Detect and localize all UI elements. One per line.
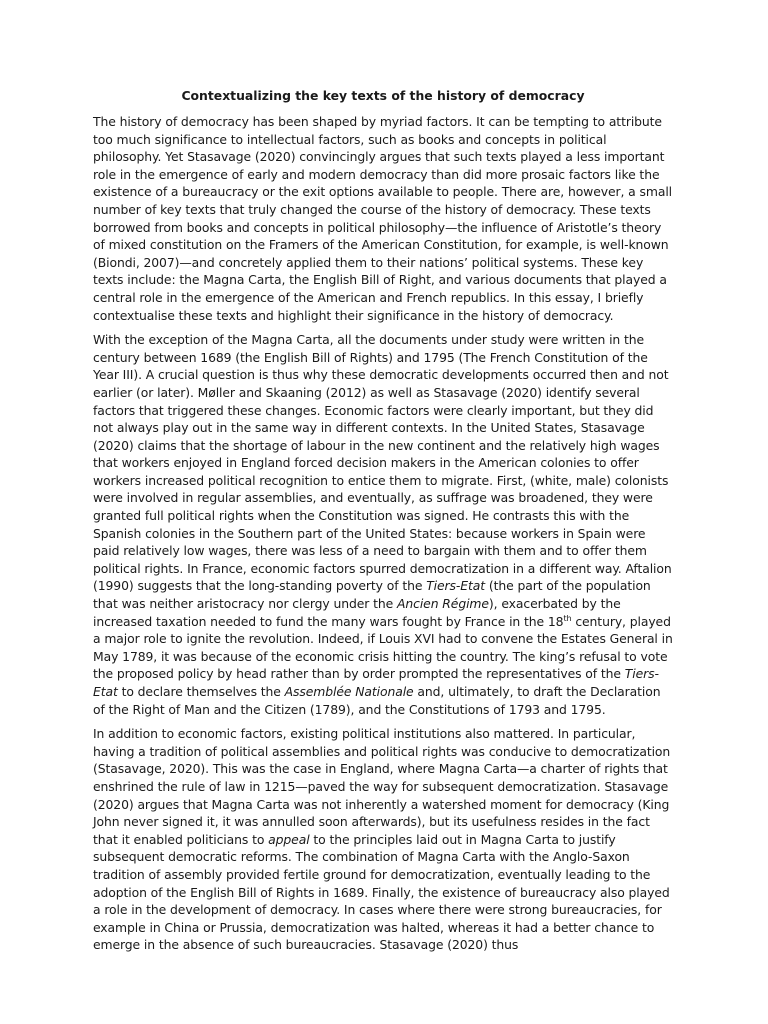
paragraph-3 — [93, 725, 675, 954]
paragraph-text: In addition to economic factors, existing political institutions also mattered. In particular, having a tradition of political assemblies and political rights was conducive to democratization (Stasavage, 2020). This was the case in England, where Magna Carta—a charter of rights that enshrined the rule of law in 1215—paved the way for subsequent democratization. Stasavage (2020) argues that Magna Carta was not inherently a watershed moment for democracy (King John never signed it, it was annulled soon afterwards), but its usefulness resides in the fact that it enabled politicians to — [93, 726, 671, 847]
document-body — [93, 113, 675, 961]
paragraph-text: (the part of the population that was neither aristocracy nor clergy under the — [93, 578, 651, 612]
italic-text: Assemblée Nationale — [284, 684, 414, 699]
paragraph-text: The history of democracy has been shaped by myriad factors. It can be tempting to attribute too much significance to intellectual factors, such as books and concepts in political philosophy. Yet Stasavage (2020) convincingly argues that such texts played a less important role in the emergence of early and modern democracy than did more prosaic factors like the existence of a bureaucracy or the exit options available to people. There are, however, a small number of key texts that truly changed the course of the history of democracy. These texts borrowed from books and concepts in political philosophy—the influence of Aristotle’s theory of mixed constitution on the Framers of the American Constitution, for example, is well-known (Biondi, 2007)—and concretely applied them to their nations’ political systems. These key texts include: the Magna Carta, the English Bill of Right, and various documents that played a central role in the emergence of the American and French republics. In this essay, I briefly contextualise these texts and highlight their significance in the history of democracy. — [93, 114, 673, 323]
paragraph-text: to declare themselves the — [117, 684, 285, 699]
paragraph-text: ), exacerbated by the increased taxation needed to fund the many wars fought by France in the 18 — [93, 596, 621, 629]
paragraph-text: With the exception of the Magna Carta, all the documents under study were written in the century between 1689 (the English Bill of Rights) and 1795 (The French Constitution of the Year III). A crucial question is thus why these democratic developments occurred then and not earlier (or later). Møller and Skaaning (2012) as well as Stasavage (2020) identify several factors that triggered these changes. Economic factors were clearly important, but they did not always play out in the same way in different contexts. In the United States, Stasavage (2020) claims that the shortage of labour in the new continent and the relatively high wages that workers enjoyed in England forced decision makers in the American colonies to offer workers increased political recognition to entice them to migrate. First, (white, male) colonists were involved in regular assemblies, and eventually, as suffrage was broadened, they were granted full political rights when the Constitution was signed. He contrasts this with the Spanish colonies in the Southern part of the United States: because workers in Spain were paid relatively low wages, there was less of a need to bargain with them and to offer them political rights. In France, economic factors spurred democratization in a different way. Aftalion (1990) suggests that the long-standing poverty of the — [93, 332, 672, 594]
paragraph-1 — [93, 113, 675, 324]
superscript-text: th — [563, 613, 572, 623]
paragraph-2 — [93, 331, 675, 718]
document-title: Contextualizing the key texts of the history of democracy — [181, 88, 585, 103]
italic-text: Tiers-Etat — [426, 578, 485, 594]
paragraph-text: to the principles laid out in Magna Carta to justify subsequent democratic reforms. The combination of Magna Carta with the Anglo-Saxon tradition of assembly provided fertile ground for democratization, eventually leading to the adoption of the English Bill of Rights in 1689. Finally, the existence of bureaucracy also played a role in the development of democracy. In cases where there were strong bureaucracies, for example in China or Prussia, democratization was halted, whereas it had a better chance to emerge in the absence of such bureaucracies. Stasavage (2020) thus — [93, 831, 670, 953]
italic-text: Tiers-Etat — [93, 666, 659, 699]
italic-text: Ancien Régime — [396, 596, 489, 612]
italic-text: appeal — [268, 831, 310, 847]
paragraph-text: century, played a major role to ignite the revolution. Indeed, if Louis XVI had to convene the Estates General in May 1789, it was because of the economic crisis hitting the country. The king’s refusal to vote the proposed policy by head rather than by order prompted the representatives of the — [93, 613, 673, 682]
paragraph-text: and, ultimately, to draft the Declaration of the Right of Man and the Citizen (1789), and the Constitutions of 1793 and 1795. — [93, 684, 661, 717]
